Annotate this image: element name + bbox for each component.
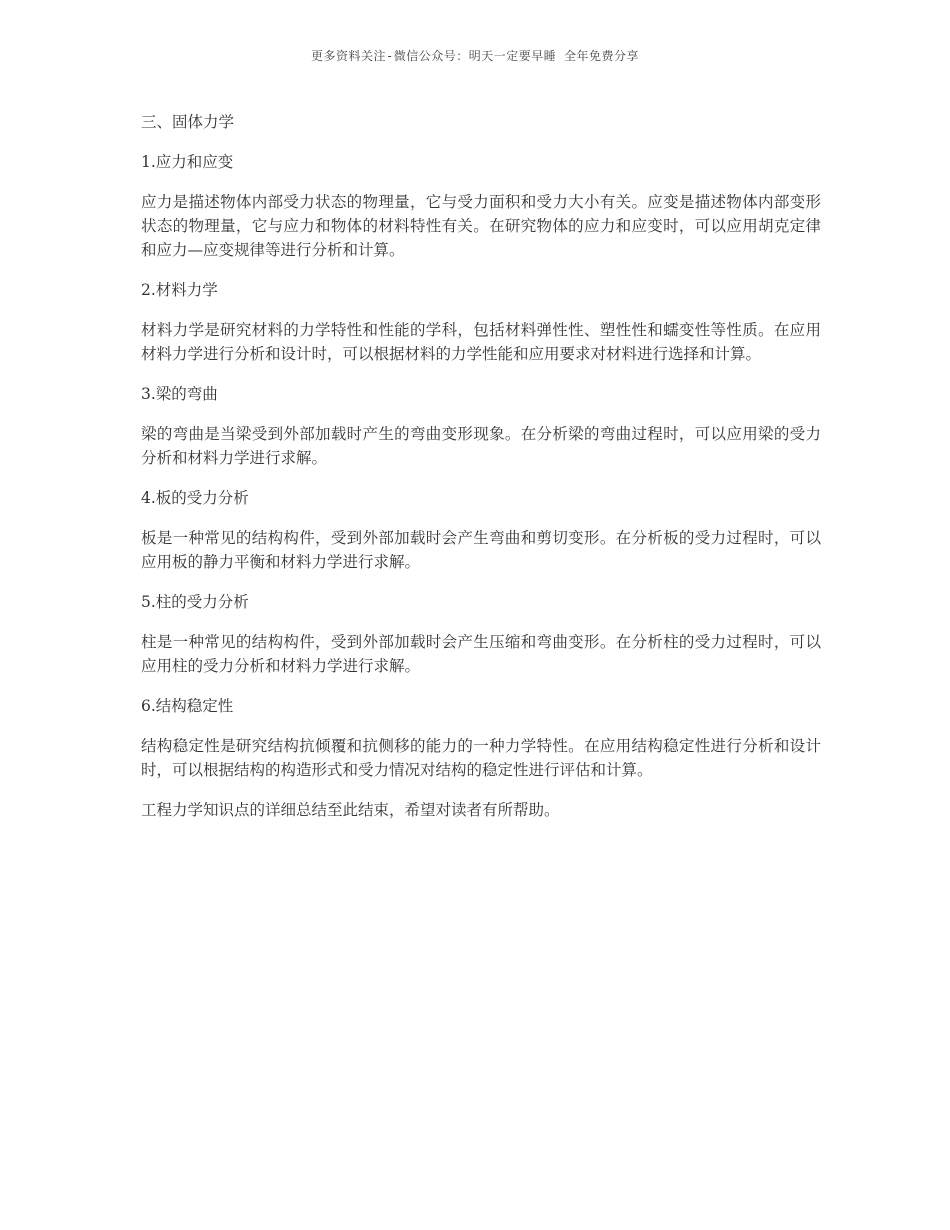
paragraph-stress-strain: 应力是描述物体内部受力状态的物理量，它与受力面积和受力大小有关。应变是描述物体内部变形状态的物理量，它与应力和物体的材料特性有关。在研究物体的应力和应变时，可以应用胡克定律和应力—应变规律等进行分析和计算。 bbox=[141, 193, 821, 259]
header-note: 更多资料关注-微信公众号：明天一定要早睡 全年免费分享 bbox=[311, 49, 639, 63]
closing-paragraph: 工程力学知识点的详细总结至此结束，希望对读者有所帮助。 bbox=[141, 801, 560, 819]
section-title: 三、固体力学 bbox=[141, 113, 235, 131]
document-body bbox=[141, 110, 821, 838]
paragraph-structural-stability: 结构稳定性是研究结构抗倾覆和抗侧移的能力的一种力学特性。在应用结构稳定性进行分析和设计时，可以根据结构的构造形式和受力情况对结构的稳定性进行评估和计算。 bbox=[141, 737, 821, 779]
paragraph-column-analysis: 柱是一种常见的结构构件，受到外部加载时会产生压缩和弯曲变形。在分析柱的受力过程时，可以应用柱的受力分析和材料力学进行求解。 bbox=[141, 633, 821, 675]
subheading-plate-analysis: 4.板的受力分析 bbox=[141, 489, 249, 507]
paragraph-plate-analysis: 板是一种常见的结构构件，受到外部加载时会产生弯曲和剪切变形。在分析板的受力过程时，可以应用板的静力平衡和材料力学进行求解。 bbox=[141, 529, 821, 571]
subheading-stress-strain: 1.应力和应变 bbox=[141, 153, 234, 171]
paragraph-beam-bending: 梁的弯曲是当梁受到外部加载时产生的弯曲变形现象。在分析梁的弯曲过程时，可以应用梁的受力分析和材料力学进行求解。 bbox=[141, 425, 821, 467]
paragraph-material-mechanics: 材料力学是研究材料的力学特性和性能的学科，包括材料弹性性、塑性性和蠕变性等性质。在应用材料力学进行分析和设计时，可以根据材料的力学性能和应用要求对材料进行选择和计算。 bbox=[141, 321, 821, 363]
subheading-material-mechanics: 2.材料力学 bbox=[141, 281, 218, 299]
subheading-column-analysis: 5.柱的受力分析 bbox=[141, 593, 249, 611]
subheading-structural-stability: 6.结构稳定性 bbox=[141, 697, 234, 715]
subheading-beam-bending: 3.梁的弯曲 bbox=[141, 385, 218, 403]
